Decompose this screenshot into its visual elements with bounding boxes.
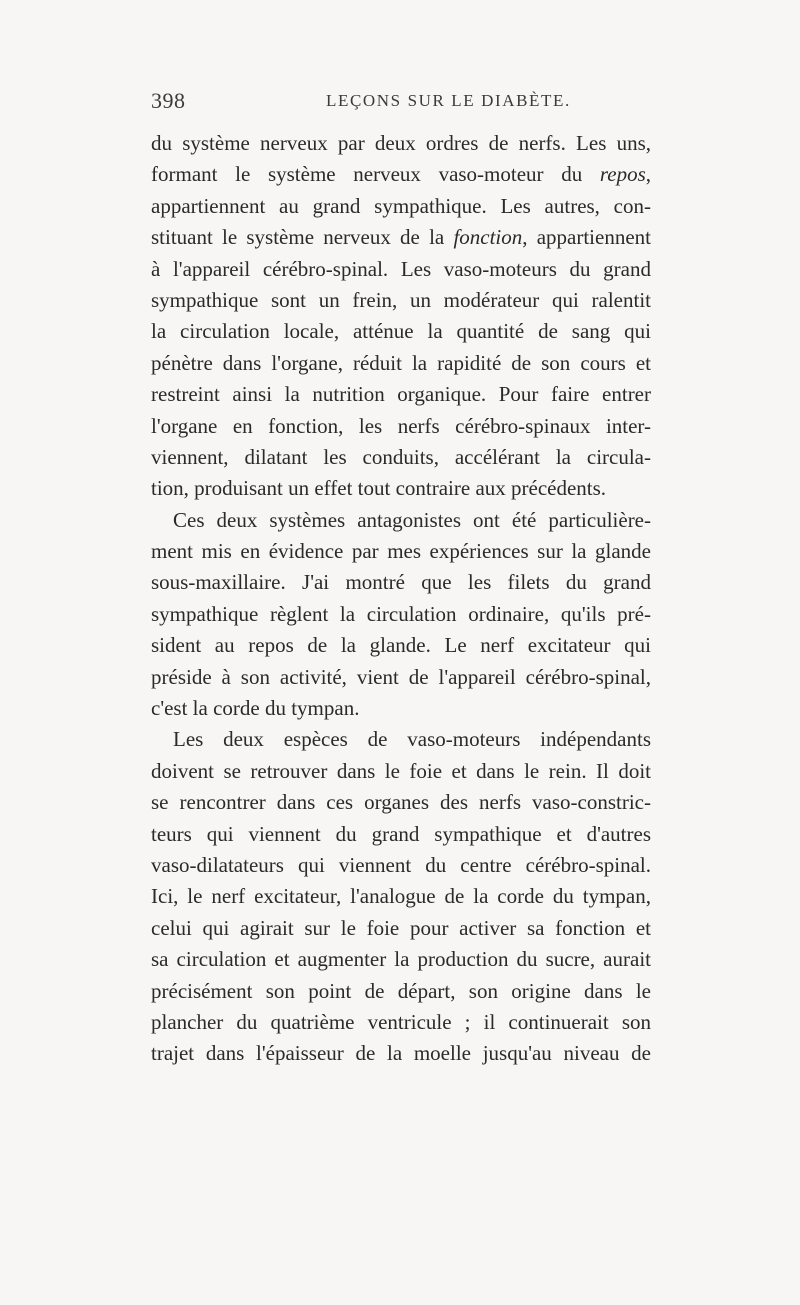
page-number: 398 — [151, 88, 186, 113]
text-line: ment mis en évidence par mes expériences sur la glande — [151, 539, 651, 564]
text-line: appartiennent au grand sympathique. Les autres, con- — [151, 193, 651, 218]
running-title: LEÇONS SUR LE DIABÈTE. — [326, 91, 571, 110]
text-line: teurs qui viennent du grand sympathique et d'autres — [151, 821, 651, 846]
text-line: restreint ainsi la nutrition organique. Pour faire entrer — [151, 382, 651, 407]
text-line: Les deux espèces de vaso-moteurs indépendants — [173, 727, 651, 752]
text-line: précisément son point de départ, son origine dans le — [151, 978, 651, 1003]
text-line: trajet dans l'épaisseur de la moelle jusqu'au niveau de — [151, 1041, 651, 1066]
text-line: c'est la corde du tympan. — [151, 696, 360, 721]
text-line: la circulation locale, atténue la quantité de sang qui — [151, 319, 651, 344]
paragraph-1 — [151, 128, 651, 505]
text-line: sous-maxillaire. J'ai montré que les filets du grand — [151, 570, 651, 595]
text-line: l'organe en fonction, les nerfs cérébro-spinaux inter- — [151, 413, 651, 438]
text-line: Ces deux systèmes antagonistes ont été particulière- — [173, 507, 651, 532]
text-line: viennent, dilatant les conduits, accélérant la circula- — [151, 444, 651, 469]
text-line: à l'appareil cérébro-spinal. Les vaso-moteurs du grand — [151, 256, 651, 281]
text-line: tion, produisant un effet tout contraire aux précédents. — [151, 476, 607, 501]
italic-word: repos — [599, 162, 646, 187]
text-line: doivent se retrouver dans le foie et dans le rein. Il doit — [151, 758, 651, 783]
text-line: sident au repos de la glande. Le nerf excitateur qui — [151, 633, 651, 658]
text-line: se rencontrer dans ces organes des nerfs vaso-constric- — [151, 790, 651, 815]
text-line: sympathique règlent la circulation ordinaire, qu'ils pré- — [151, 601, 651, 626]
body-text — [151, 128, 651, 1070]
text-line: préside à son activité, vient de l'appareil cérébro-spinal, — [151, 664, 651, 689]
text-line: pénètre dans l'organe, réduit la rapidité de son cours et — [151, 350, 651, 375]
italic-word: fonction — [453, 225, 523, 250]
text-line: sympathique sont un frein, un modérateur qui ralentit — [151, 287, 651, 312]
text-line: vaso-dilatateurs qui viennent du centre cérébro-spinal. — [151, 852, 651, 877]
paragraph-2 — [151, 505, 651, 725]
text-line: plancher du quatrième ventricule ; il continuerait son — [151, 1009, 651, 1034]
text-line: stituant le système nerveux de la fonction, appartiennent — [151, 225, 651, 250]
text-line: du système nerveux par deux ordres de nerfs. Les uns, — [151, 131, 651, 155]
text-line: celui qui agirait sur le foie pour activer sa fonction et — [151, 915, 651, 940]
text-line: formant le système nerveux vaso-moteur du repos, — [151, 162, 651, 187]
paragraph-3 — [151, 724, 651, 1069]
text-line: Ici, le nerf excitateur, l'analogue de la corde du tympan, — [151, 884, 651, 909]
page-header — [151, 88, 651, 118]
text-line: sa circulation et augmenter la production du sucre, aurait — [151, 947, 651, 972]
